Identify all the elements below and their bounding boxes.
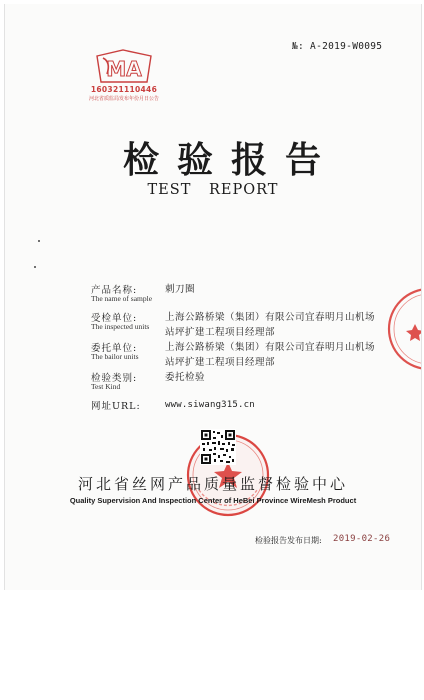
url-value [165,398,405,413]
organization-name-chinese: 河北省丝网产品质量监督检验中心 [77,475,348,493]
inspected-units-line-2: 站坪扩建工程项目经理部 [165,327,276,338]
report-cover-page [4,4,422,590]
inspected-units-label: 受检单位: [91,313,138,324]
report-number: №: A-2019-W0095 [292,41,383,52]
report-title-chinese: 检验报告 [122,139,339,181]
bailor-units-label: 委托单位: [91,343,138,354]
bailor-units-label-en: The bailor units [91,352,139,361]
sample-name-text: 刺刀圈 [165,284,196,295]
inspected-units-line-1: 上海公路桥梁（集团）有限公司宜春明月山机场 [165,312,376,323]
cma-logo-icon [89,44,159,114]
scan-speck [34,266,36,268]
test-kind-label-en: Test Kind [91,382,121,391]
test-kind-label: 检验类别: [91,373,138,384]
test-kind-text: 委托检验 [165,372,206,383]
side-seal-stamp [385,284,422,374]
scan-speck [38,240,40,242]
url-label: 网址URL: [91,401,141,412]
qr-code-icon [200,429,236,465]
organization-name-english: Quality Supervision And Inspection Center of HeBei Province WireMesh Product [69,496,357,505]
sample-name-label: 产品名称: [91,285,138,296]
test-kind-value [165,370,405,385]
cma-certification-mark [89,44,159,114]
report-title-english: TEST REPORT [147,182,279,198]
issue-date-label: 检验报告发布日期: [255,536,322,545]
bailor-units-value [165,340,405,370]
inspected-units-value [165,310,405,340]
url-text: www.siwang315.cn [165,400,255,410]
bailor-units-line-2: 站坪扩建工程项目经理部 [165,357,276,368]
sample-name-label-en: The name of sample [91,294,153,303]
cma-logo-text: MA [106,57,142,81]
cma-sub-text: 河北省质监局发布年份月日公告 [89,96,160,102]
seal-stamp-icon [385,284,422,374]
inspected-units-label-en: The inspected units [91,322,150,331]
sample-name-value [165,282,405,297]
issue-date-stamp: 2019-02-26 [333,534,391,544]
bailor-units-line-1: 上海公路桥梁（集团）有限公司宜春明月山机场 [165,342,376,353]
blank-margin [0,590,424,700]
cma-cert-number: 160321110446 [90,85,158,94]
